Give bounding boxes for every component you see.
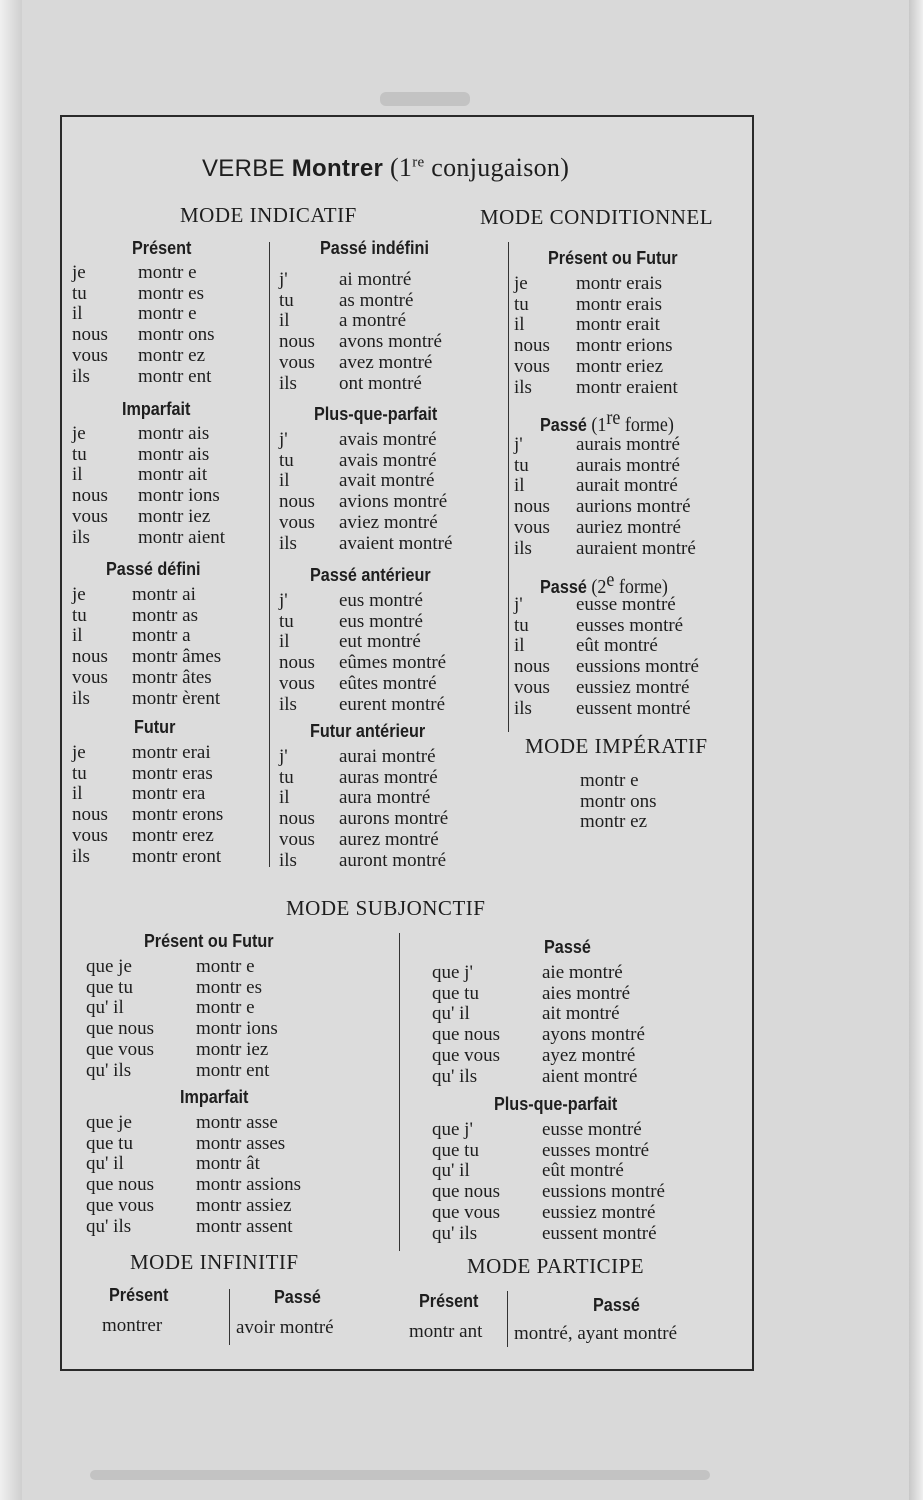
verb-form: montr èrent xyxy=(132,687,221,709)
verb-form: avait montré xyxy=(339,470,435,492)
verb-form: eusse montré xyxy=(542,1119,642,1140)
pronoun: il xyxy=(514,475,525,497)
pronoun: que j' xyxy=(432,1119,473,1140)
verb-form: montr as xyxy=(132,604,198,626)
verb-form: aient montré xyxy=(542,1065,638,1087)
mode-subjonctif-heading: MODE SUBJONCTIF xyxy=(286,896,486,920)
verb-form: auront montré xyxy=(339,849,447,871)
verb-form: montr era xyxy=(132,783,206,805)
column-divider xyxy=(229,1289,230,1345)
verb-form: montr assiez xyxy=(196,1194,292,1216)
pronoun: tu xyxy=(279,610,294,632)
pronoun: ils xyxy=(514,697,532,719)
pronoun: qu' il xyxy=(432,1003,470,1025)
pronoun: j' xyxy=(279,429,288,450)
verb-form: montr erait xyxy=(576,314,660,336)
pronoun: qu' il xyxy=(432,1160,470,1182)
verb-form: eussiez montré xyxy=(576,676,690,698)
tense-label: Passé xyxy=(544,937,591,957)
pronoun: que tu xyxy=(432,1139,479,1161)
tense-label: Passé antérieur xyxy=(310,565,431,585)
verb-form: montr es xyxy=(138,282,204,304)
form-close: forme) xyxy=(620,414,674,436)
pronoun: il xyxy=(514,314,525,336)
verb-form: montr iez xyxy=(138,505,211,527)
verb-form: avions montré xyxy=(339,491,448,513)
pronoun: j' xyxy=(514,434,523,455)
participe-passe-label: Passé xyxy=(593,1295,640,1315)
pronoun: ils xyxy=(72,526,90,548)
mode-imperatif-heading: MODE IMPÉRATIF xyxy=(525,734,708,758)
title-group: (1 xyxy=(389,153,413,182)
pronoun: tu xyxy=(72,443,87,465)
bleed-through-mark xyxy=(380,92,470,106)
pronoun: que vous xyxy=(432,1044,501,1066)
tense-label: Imparfait xyxy=(122,399,191,419)
tense-label xyxy=(540,407,674,437)
verb-form: montr erais xyxy=(576,273,663,294)
tense-label: Plus-que-parfait xyxy=(494,1094,618,1114)
verb-form: aviez montré xyxy=(339,511,438,533)
pronoun: nous xyxy=(514,335,550,357)
pronoun: vous xyxy=(279,511,315,533)
form-close: forme) xyxy=(614,576,668,598)
pronoun: ils xyxy=(279,849,297,871)
infinitif-present-label: Présent xyxy=(109,1285,169,1305)
pronoun: ils xyxy=(279,693,297,715)
pronoun: vous xyxy=(72,824,108,846)
column-divider xyxy=(399,933,400,1251)
verb-form: montr erez xyxy=(132,824,214,846)
verb-form: ont montré xyxy=(339,372,422,394)
verb-form: montr asses xyxy=(196,1132,286,1154)
form-open: (1 xyxy=(591,414,607,436)
tense-label: Futur xyxy=(134,717,176,737)
verb-form: eus montré xyxy=(339,590,423,611)
pronoun: je xyxy=(72,584,86,605)
pronoun: que je xyxy=(86,1112,132,1133)
pronoun: qu' ils xyxy=(432,1065,478,1087)
pronoun: vous xyxy=(72,666,108,688)
pronoun: nous xyxy=(279,808,315,830)
participe-passe-value: montré, ayant montré xyxy=(514,1323,678,1344)
pronoun: ils xyxy=(72,845,90,867)
verb-form: montr eriez xyxy=(576,355,664,377)
verb-form: montr âtes xyxy=(132,666,212,688)
verb-form: montr a xyxy=(132,625,191,647)
pronoun: que nous xyxy=(432,1024,501,1046)
page-edge-left xyxy=(0,0,22,1500)
pronoun: nous xyxy=(279,331,315,353)
verb-form: eussiez montré xyxy=(542,1201,656,1223)
verb-form: montr erons xyxy=(132,804,224,826)
column-divider xyxy=(269,242,270,867)
pronoun: qu' il xyxy=(86,1153,124,1175)
verb-form: montr e xyxy=(196,997,255,1019)
pronoun: vous xyxy=(514,355,550,377)
verb-form: aurai montré xyxy=(339,746,436,767)
pronoun: ils xyxy=(279,372,297,394)
verb-form: eusses montré xyxy=(542,1139,650,1161)
title-prefix: VERBE xyxy=(202,155,285,182)
infinitif-present-value: montrer xyxy=(102,1315,163,1336)
verb-form: montr ait xyxy=(138,464,208,486)
mode-participe-heading: MODE PARTICIPE xyxy=(467,1254,645,1278)
verb-form: montr ât xyxy=(196,1153,260,1175)
verb-form: eût montré xyxy=(576,635,658,657)
pronoun: tu xyxy=(514,293,529,315)
tense-label: Imparfait xyxy=(180,1087,249,1107)
verb-form: avais montré xyxy=(339,449,437,471)
verb-form: eussions montré xyxy=(542,1181,665,1203)
title-group-suffix: conjugaison) xyxy=(424,153,570,182)
verb-form: eussions montré xyxy=(576,656,699,678)
verb-form: ayez montré xyxy=(542,1044,636,1066)
verb-form: eûmes montré xyxy=(339,652,447,674)
pronoun: tu xyxy=(72,282,87,304)
verb-form: avons montré xyxy=(339,331,442,353)
pronoun: vous xyxy=(514,516,550,538)
pronoun: j' xyxy=(279,269,288,290)
pronoun: que tu xyxy=(432,982,479,1004)
verb-form: aura montré xyxy=(339,787,431,809)
verb-form: avais montré xyxy=(339,429,437,450)
verb-form: aie montré xyxy=(542,962,623,983)
verb-form: montr eront xyxy=(132,845,222,867)
tense-label: Passé défini xyxy=(106,559,201,579)
verb-form: aurions montré xyxy=(576,496,691,518)
verb-form: montr ent xyxy=(138,365,212,387)
pronoun: que nous xyxy=(86,1174,155,1196)
pronoun: que tu xyxy=(86,976,133,998)
form-sup: re xyxy=(606,407,621,429)
pronoun: ils xyxy=(514,537,532,559)
pronoun: vous xyxy=(72,505,108,527)
verb-form: ai montré xyxy=(339,269,412,290)
pronoun: il xyxy=(514,635,525,657)
verb-form: aurez montré xyxy=(339,828,439,850)
verb-form: montr e xyxy=(580,770,639,791)
pronoun: tu xyxy=(514,614,529,636)
verb-form: eusse montré xyxy=(576,594,676,615)
form-open: (2 xyxy=(591,576,607,598)
verb-form: montr ai xyxy=(132,584,196,605)
verb-form: ait montré xyxy=(542,1003,620,1025)
infinitif-passe-value: avoir montré xyxy=(236,1317,334,1338)
pronoun: nous xyxy=(72,324,108,346)
pronoun: tu xyxy=(514,454,529,476)
verb-form: as montré xyxy=(339,289,414,311)
verb-form: eût montré xyxy=(542,1160,624,1182)
verb-form: montr asse xyxy=(196,1112,278,1133)
pronoun: nous xyxy=(279,491,315,513)
pronoun: tu xyxy=(279,449,294,471)
verb-form: auraient montré xyxy=(576,537,696,559)
verb-form: avez montré xyxy=(339,351,433,373)
mode-indicatif-heading: MODE INDICATIF xyxy=(180,203,357,227)
verb-form: eut montré xyxy=(339,631,421,653)
verb-form: montr eraient xyxy=(576,376,678,398)
pronoun: vous xyxy=(514,676,550,698)
verb-form: aurais montré xyxy=(576,454,680,476)
pronoun: vous xyxy=(279,828,315,850)
verb-form: a montré xyxy=(339,310,407,332)
participe-present-label: Présent xyxy=(419,1291,479,1311)
pronoun: qu' ils xyxy=(86,1059,132,1081)
verb-form: montr e xyxy=(138,303,197,325)
verb-form: montr âmes xyxy=(132,646,222,668)
pronoun: que vous xyxy=(86,1038,155,1060)
verb-form: montr erions xyxy=(576,335,673,357)
pronoun: ils xyxy=(514,376,532,398)
verb-form: aies montré xyxy=(542,982,631,1004)
mode-conditionnel-heading: MODE CONDITIONNEL xyxy=(480,205,714,229)
verb-form: montr es xyxy=(196,976,262,998)
pronoun: nous xyxy=(279,652,315,674)
pronoun: tu xyxy=(72,762,87,784)
verb-form: montr assions xyxy=(196,1174,302,1196)
verb-form: montr aient xyxy=(138,526,226,548)
pronoun: qu' ils xyxy=(86,1215,132,1237)
verb-form: montr iez xyxy=(196,1038,269,1060)
pronoun: tu xyxy=(72,604,87,626)
pronoun: je xyxy=(72,262,86,283)
pronoun: je xyxy=(72,742,86,763)
pronoun: nous xyxy=(72,804,108,826)
verb-form: auras montré xyxy=(339,766,438,788)
pronoun: ils xyxy=(72,687,90,709)
verb-form: montr erais xyxy=(576,293,663,315)
pronoun: que tu xyxy=(86,1132,133,1154)
verb-form: auriez montré xyxy=(576,516,681,538)
verb-form: eus montré xyxy=(339,610,423,632)
pronoun: que nous xyxy=(86,1018,155,1040)
pronoun: il xyxy=(72,303,83,325)
tense-label: Présent ou Futur xyxy=(548,248,678,268)
verb-form: avaient montré xyxy=(339,532,453,554)
participe-present-value: montr ant xyxy=(409,1321,483,1342)
verb-form: aurons montré xyxy=(339,808,449,830)
pronoun: que je xyxy=(86,956,132,977)
verb-form: eurent montré xyxy=(339,693,446,715)
conjugation-table-frame xyxy=(60,115,754,1371)
verb-form: aurais montré xyxy=(576,434,680,455)
verb-form: aurait montré xyxy=(576,475,678,497)
pronoun: j' xyxy=(279,590,288,611)
pronoun: j' xyxy=(279,746,288,767)
pronoun: vous xyxy=(72,344,108,366)
verb-form: montr ons xyxy=(138,324,215,346)
pronoun: qu' ils xyxy=(432,1222,478,1244)
verb-form: eussent montré xyxy=(542,1222,657,1244)
verb-form: ayons montré xyxy=(542,1024,645,1046)
pronoun: il xyxy=(279,787,290,809)
pronoun: nous xyxy=(72,646,108,668)
verb-form: montr assent xyxy=(196,1215,293,1237)
pronoun: vous xyxy=(279,351,315,373)
tense-label: Passé indéfini xyxy=(320,238,429,258)
verb-form: eusses montré xyxy=(576,614,684,636)
title-group-sup: re xyxy=(412,154,425,171)
tense-label-text: Passé xyxy=(540,577,587,597)
page-edge-right xyxy=(909,0,923,1500)
verb-form: montr erai xyxy=(132,742,211,763)
pronoun: que j' xyxy=(432,962,473,983)
pronoun: il xyxy=(279,310,290,332)
verb-form: montr ions xyxy=(196,1018,278,1040)
form-sup: e xyxy=(606,569,615,591)
pronoun: nous xyxy=(514,656,550,678)
pronoun: j' xyxy=(514,594,523,615)
pronoun: nous xyxy=(72,485,108,507)
pronoun: tu xyxy=(279,289,294,311)
tense-label-text: Passé xyxy=(540,415,587,435)
title-verb: Montrer xyxy=(291,155,384,182)
pronoun: il xyxy=(279,631,290,653)
pronoun: vous xyxy=(279,672,315,694)
pronoun: que vous xyxy=(86,1194,155,1216)
bottom-stain xyxy=(90,1470,710,1480)
verb-form: montr ez xyxy=(138,344,206,366)
pronoun: ils xyxy=(279,532,297,554)
pronoun: je xyxy=(514,273,528,294)
pronoun: nous xyxy=(514,496,550,518)
pronoun: il xyxy=(72,625,83,647)
tense-label: Plus-que-parfait xyxy=(314,404,438,424)
pronoun: que nous xyxy=(432,1181,501,1203)
verb-form: montr e xyxy=(138,262,197,283)
verb-form: montr ais xyxy=(138,443,210,465)
tense-label: Présent ou Futur xyxy=(144,931,274,951)
pronoun: ils xyxy=(72,365,90,387)
verb-title xyxy=(202,153,569,183)
pronoun: tu xyxy=(279,766,294,788)
pronoun: il xyxy=(72,464,83,486)
pronoun: qu' il xyxy=(86,997,124,1019)
infinitif-passe-label: Passé xyxy=(274,1287,321,1307)
verb-form: eûtes montré xyxy=(339,672,437,694)
verb-form: eussent montré xyxy=(576,697,691,719)
pronoun: il xyxy=(279,470,290,492)
verb-form: montr ais xyxy=(138,423,210,444)
pronoun: je xyxy=(72,423,86,444)
pronoun: il xyxy=(72,783,83,805)
pronoun: que vous xyxy=(432,1201,501,1223)
column-divider xyxy=(507,1291,508,1347)
tense-label: Présent xyxy=(132,238,192,258)
verb-form: montr ez xyxy=(580,811,648,833)
verb-form: montr eras xyxy=(132,762,213,784)
verb-form: montr e xyxy=(196,956,255,977)
mode-infinitif-heading: MODE INFINITIF xyxy=(130,1250,299,1274)
column-divider xyxy=(508,242,509,732)
verb-form: montr ent xyxy=(196,1059,270,1081)
verb-form: montr ons xyxy=(580,790,657,812)
tense-label: Futur antérieur xyxy=(310,721,426,741)
verb-form: montr ions xyxy=(138,485,220,507)
